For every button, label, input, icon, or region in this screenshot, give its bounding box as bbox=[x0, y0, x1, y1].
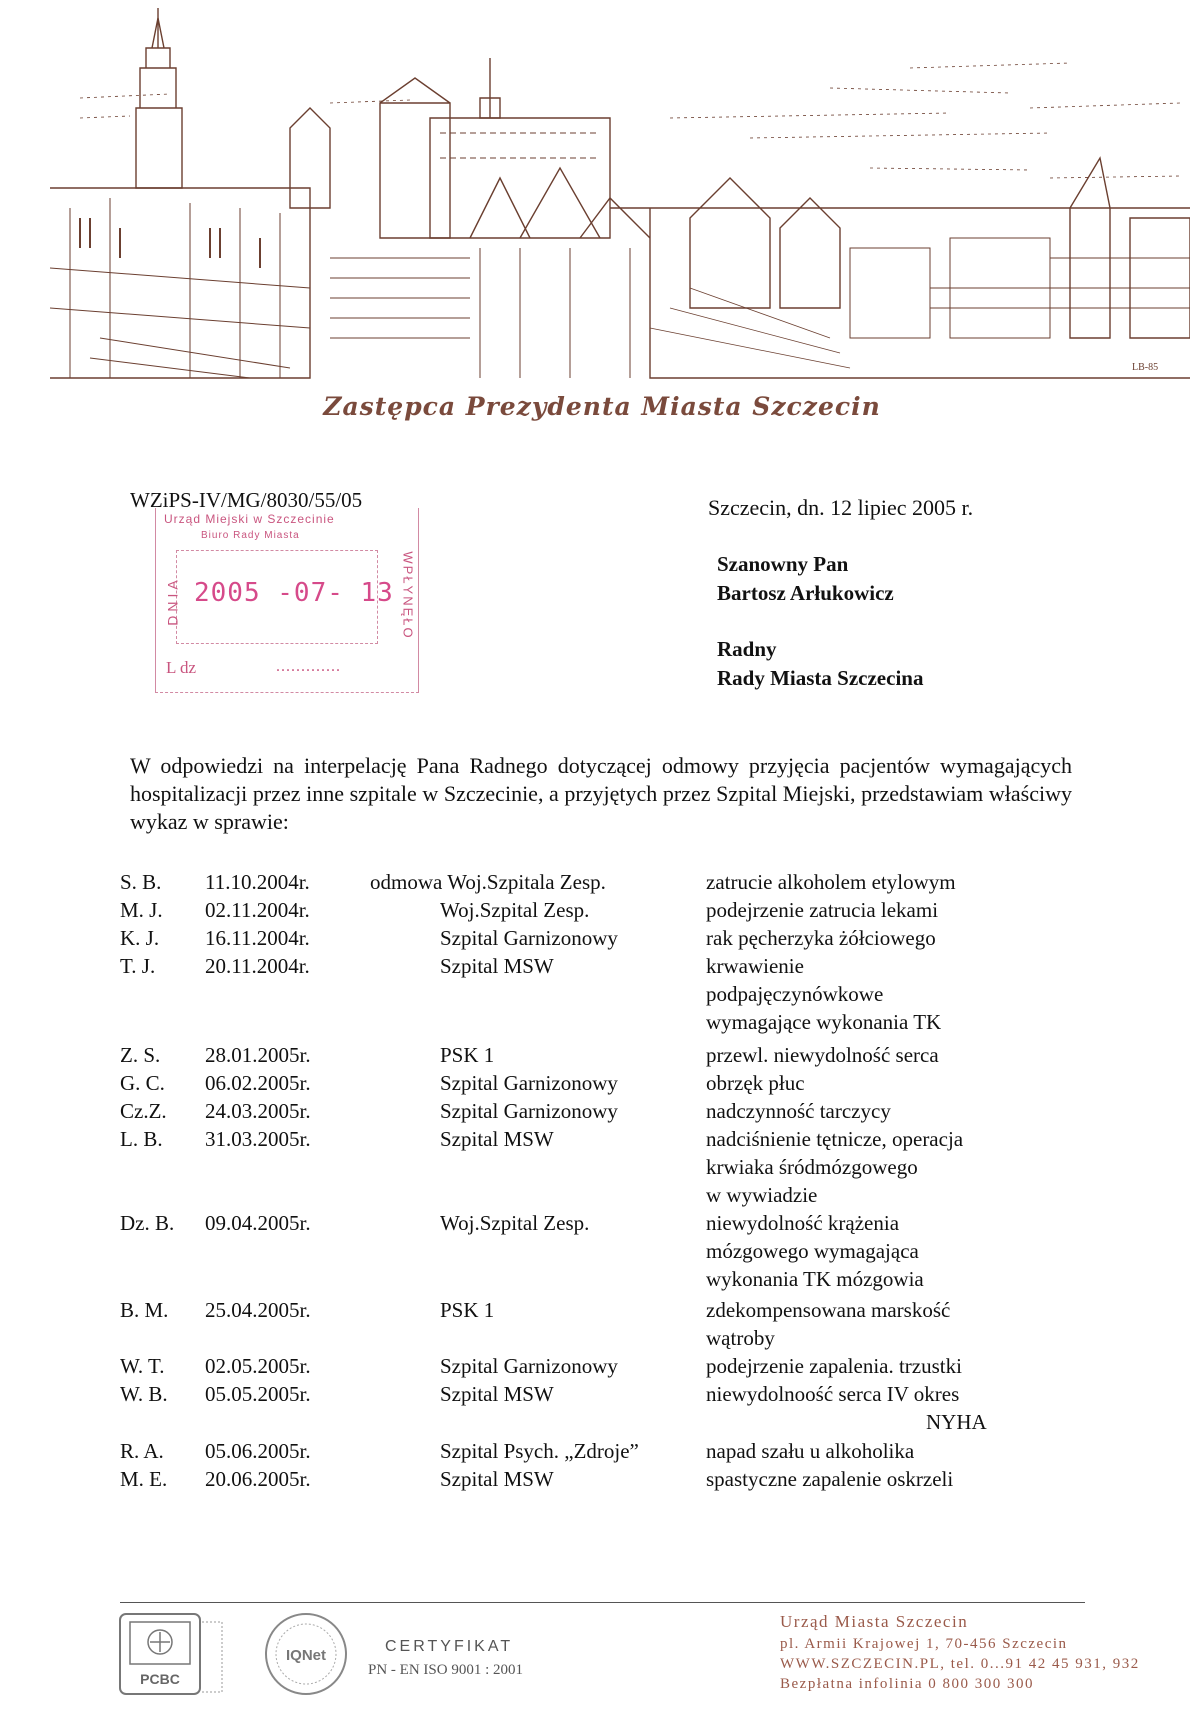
row-hospital: odmowa Woj.Szpitala Zesp. bbox=[370, 870, 606, 894]
row-diagnosis: nadczynność tarczycy bbox=[706, 1099, 891, 1123]
row-initials: W. T. bbox=[120, 1354, 165, 1378]
row-date: 02.05.2005r. bbox=[205, 1354, 311, 1378]
iqnet-logo bbox=[262, 1610, 350, 1698]
recipient-salutation: Szanowny Pan bbox=[717, 552, 849, 576]
row-date: 25.04.2005r. bbox=[205, 1298, 311, 1322]
row-diagnosis: nadciśnienie tętnicze, operacja bbox=[706, 1127, 964, 1151]
row-hospital: PSK 1 bbox=[440, 1043, 495, 1067]
row-initials: L. B. bbox=[120, 1127, 163, 1151]
row-diagnosis: zdekompensowana marskość bbox=[706, 1298, 951, 1322]
stamp-ldz: L dz bbox=[166, 658, 197, 677]
row-date: 20.11.2004r. bbox=[205, 954, 310, 978]
row-date: 02.11.2004r. bbox=[205, 898, 310, 922]
stamp-department: Biuro Rady Miasta bbox=[201, 530, 300, 541]
row-hospital: Szpital Garnizonowy bbox=[440, 1071, 618, 1095]
recipient-council: Rady Miasta Szczecina bbox=[717, 666, 924, 690]
footer-divider bbox=[120, 1602, 1085, 1603]
row-diagnosis: niewydolność krążenia bbox=[706, 1211, 900, 1235]
row-diagnosis: napad szału u alkoholika bbox=[706, 1439, 915, 1463]
row-date: 06.02.2005r. bbox=[205, 1071, 311, 1095]
office-hotline: Bezpłatna infolinia 0 800 300 300 bbox=[780, 1676, 1035, 1692]
row-hospital: Szpital Garnizonowy bbox=[440, 1099, 618, 1123]
recipient-name: Bartosz Arłukowicz bbox=[717, 581, 894, 605]
row-diagnosis: podpajęczynówkowe bbox=[706, 982, 884, 1006]
row-hospital: Woj.Szpital Zesp. bbox=[440, 898, 590, 922]
row-diagnosis: podejrzenie zapalenia. trzustki bbox=[706, 1354, 962, 1378]
row-hospital: PSK 1 bbox=[440, 1298, 495, 1322]
row-initials: B. M. bbox=[120, 1298, 169, 1322]
stamp-date: 2005 -07- 13 bbox=[194, 578, 394, 608]
row-initials: Z. S. bbox=[120, 1043, 161, 1067]
row-date: 31.03.2005r. bbox=[205, 1127, 311, 1151]
stamp-dnia: DNIA bbox=[164, 576, 181, 626]
iso-standard: PN - EN ISO 9001 : 2001 bbox=[368, 1662, 524, 1678]
row-diagnosis: NYHA bbox=[926, 1410, 987, 1434]
intro-paragraph: W odpowiedzi na interpelację Pana Radnego dotyczącej odmowy przyjęcia pacjentów wymagających hospitalizacji przez inne szpitale w Szczecinie, a przyjętych przez Szpital Miejski, przedstawiam właściwy wykaz w sprawie: bbox=[130, 753, 1072, 834]
row-hospital: Woj.Szpital Zesp. bbox=[440, 1211, 590, 1235]
row-diagnosis: krwawienie bbox=[706, 954, 804, 978]
row-hospital: Szpital Psych. „Zdroje” bbox=[440, 1439, 639, 1463]
office-website-phone: WWW.SZCZECIN.PL, tel. 0...91 42 45 931, 932 bbox=[780, 1656, 1140, 1672]
row-diagnosis: wykonania TK mózgowia bbox=[706, 1267, 924, 1291]
row-hospital: Szpital MSW bbox=[440, 1127, 554, 1151]
row-hospital: Szpital Garnizonowy bbox=[440, 1354, 618, 1378]
office-name: Urząd Miasta Szczecin bbox=[780, 1612, 969, 1631]
row-initials: K. J. bbox=[120, 926, 160, 950]
row-initials: Cz.Z. bbox=[120, 1099, 167, 1123]
row-date: 20.06.2005r. bbox=[205, 1467, 311, 1491]
row-diagnosis: w wywiadzie bbox=[706, 1183, 818, 1207]
row-diagnosis: krwiaka śródmózgowego bbox=[706, 1155, 918, 1179]
row-diagnosis: niewydolnoość serca IV okres bbox=[706, 1382, 960, 1406]
szczecin-castle-skyline-illustration bbox=[50, 8, 1190, 388]
artist-signature: LB-85 bbox=[1132, 362, 1159, 373]
stamp-office: Urząd Miejski w Szczecinie bbox=[164, 512, 335, 526]
recipient-role: Radny bbox=[717, 637, 777, 661]
row-date: 05.05.2005r. bbox=[205, 1382, 311, 1406]
row-diagnosis: rak pęcherzyka żółciowego bbox=[706, 926, 936, 950]
row-diagnosis: wymagające wykonania TK bbox=[706, 1010, 942, 1034]
row-hospital: Szpital MSW bbox=[440, 1382, 554, 1406]
row-diagnosis: wątroby bbox=[706, 1326, 775, 1350]
eagle-emblem-icon bbox=[148, 1630, 172, 1654]
row-diagnosis: mózgowego wymagająca bbox=[706, 1239, 919, 1263]
pcbc-logo bbox=[118, 1612, 228, 1700]
row-diagnosis: przewl. niewydolność serca bbox=[706, 1043, 939, 1067]
row-date: 05.06.2005r. bbox=[205, 1439, 311, 1463]
row-initials: T. J. bbox=[120, 954, 156, 978]
row-date: 09.04.2005r. bbox=[205, 1211, 311, 1235]
row-initials: Dz. B. bbox=[120, 1211, 175, 1235]
iqnet-label: IQNet bbox=[285, 1647, 327, 1664]
row-initials: G. C. bbox=[120, 1071, 165, 1095]
row-initials: M. J. bbox=[120, 898, 163, 922]
certificate-label: CERTYFIKAT bbox=[385, 1638, 514, 1655]
row-date: 28.01.2005r. bbox=[205, 1043, 311, 1067]
row-hospital: Szpital MSW bbox=[440, 954, 554, 978]
reference-number: WZiPS-IV/MG/8030/55/05 bbox=[130, 488, 363, 512]
received-stamp bbox=[155, 508, 419, 693]
row-diagnosis: obrzęk płuc bbox=[706, 1071, 805, 1095]
date-line: Szczecin, dn. 12 lipiec 2005 r. bbox=[708, 495, 974, 520]
row-date: 16.11.2004r. bbox=[205, 926, 310, 950]
office-address: pl. Armii Krajowej 1, 70-456 Szczecin bbox=[780, 1636, 1068, 1652]
row-hospital: Szpital Garnizonowy bbox=[440, 926, 618, 950]
row-diagnosis: zatrucie alkoholem etylowym bbox=[706, 870, 956, 894]
stamp-received: WPŁYNĘŁO bbox=[400, 551, 416, 640]
row-diagnosis: spastyczne zapalenie oskrzeli bbox=[706, 1467, 954, 1491]
row-initials: S. B. bbox=[120, 870, 162, 894]
stamp-dots: ............. bbox=[276, 658, 341, 675]
pcbc-label: PCBC bbox=[140, 1671, 180, 1687]
page-title: Zastępca Prezydenta Miasta Szczecin bbox=[323, 392, 881, 421]
row-diagnosis: podejrzenie zatrucia lekami bbox=[706, 898, 939, 922]
row-initials: M. E. bbox=[120, 1467, 168, 1491]
row-date: 11.10.2004r. bbox=[205, 870, 310, 894]
row-initials: W. B. bbox=[120, 1382, 168, 1406]
row-hospital: Szpital MSW bbox=[440, 1467, 554, 1491]
row-initials: R. A. bbox=[120, 1439, 164, 1463]
row-date: 24.03.2005r. bbox=[205, 1099, 311, 1123]
